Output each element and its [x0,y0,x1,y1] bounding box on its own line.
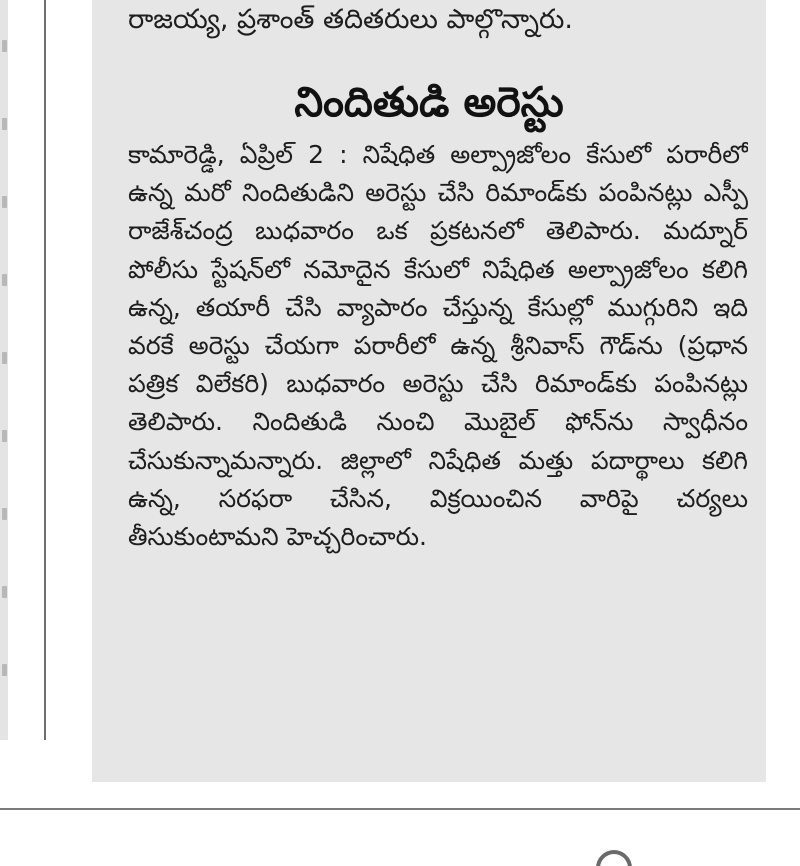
previous-article-last-line: రాజయ్య, ప్రశాంత్ తదితరులు పాల్గొన్నారు. [128,4,573,35]
partial-logo-mark [589,843,640,866]
adjacent-column-text-fragments [2,0,12,740]
column-divider [44,0,46,740]
article-headline: నిందితుడి అరెస్టు [294,78,564,126]
section-divider [0,808,800,810]
article-body: కామారెడ్డి, ఏప్రిల్ 2 : నిషేధిత అల్ప్రాజోలం కేసులో పరారీలో ఉన్న మరో నిందితుడిని అరెస్టు చేసి రిమాండ్‌కు పంపినట్లు ఎస్పీ రాజేశ్‌చంద్ర బుధవారం ఒక ప్రకటనలో తెలిపారు. మద్నూర్ పోలీసు స్టేషన్‌లో నమోదైన కేసులో నిషేధిత అల్ప్రాజోలం కలిగి ఉన్న, తయారీ చేసి వ్యాపారం చేస్తున్న కేసుల్లో ముగ్గురిని ఇది వరకే అరెస్టు చేయగా పరారీలో ఉన్న శ్రీనివాస్ గౌడ్‌ను (ప్రధాన పత్రిక విలేకరి) బుధవారం అరెస్టు చేసి రిమాండ్‌కు పంపినట్లు తెలిపారు. నిందితుడి నుంచి మొబైల్ ఫోన్‌ను స్వాధీనం చేసుకున్నామన్నారు. జిల్లాలో నిషేధిత మత్తు పదార్థాలు కలిగి ఉన్న, సరఫరా చేసిన, విక్రయించిన వారిపై చర్యలు తీసుకుంటామని హెచ్చరించారు. [128,140,748,552]
